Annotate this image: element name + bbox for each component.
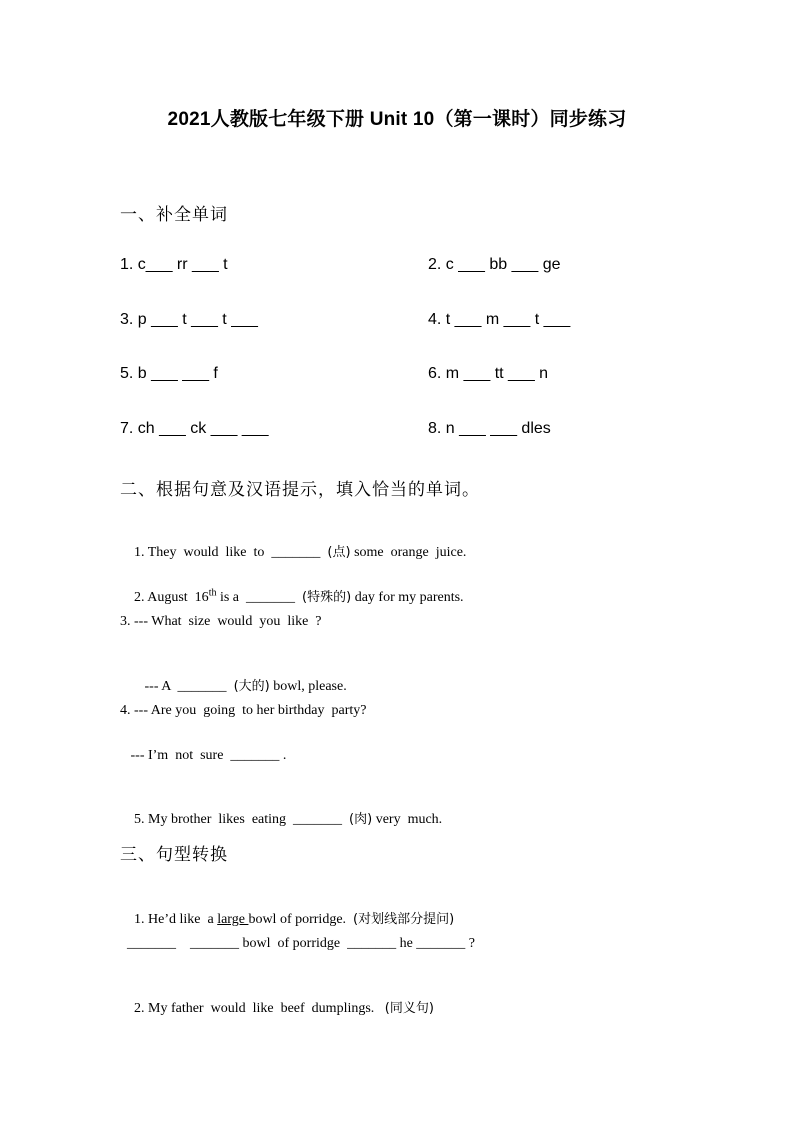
exercise-text: bowl of porridge. [248, 912, 354, 927]
chinese-hint: (点) [327, 545, 351, 560]
exercise-2-4-question: 4. --- Are you going to her birthday party? [120, 703, 367, 718]
section-2-heading: 二、根据句意及汉语提示，填入恰当的单词。 [120, 480, 480, 500]
exercise-text: is a _______ [216, 590, 303, 605]
chinese-hint: (特殊的) [302, 590, 352, 605]
exercise-2-3-question: 3. --- What size would you like ? [120, 614, 322, 629]
exercise-text: day for my parents. [351, 590, 464, 605]
exercise-2-5 [120, 792, 442, 844]
word-item-3: 3. p ___ t ___ t ___ [120, 311, 258, 328]
document-title: 2021人教版七年级下册 Unit 10（第一课时）同步练习 [167, 109, 627, 130]
exercise-3-1-answer-line: _______ _______ bowl of porridge _______ he _______ ? [120, 936, 476, 951]
exercise-text: 5. My brother likes eating _______ [134, 812, 350, 827]
word-item-6: 6. m ___ tt ___ n [428, 365, 549, 382]
word-item-2: 2. c ___ bb ___ ge [428, 256, 561, 273]
chinese-hint: (肉) [349, 812, 373, 827]
chinese-hint: (对划线部分提问) [353, 912, 455, 927]
exercise-text: some orange juice. [350, 545, 467, 560]
exercise-text: 2. My father would like beef dumplings. [134, 1001, 385, 1016]
exercise-text: 1. They would like to _______ [134, 545, 328, 560]
chinese-hint: (同义句) [384, 1001, 434, 1016]
word-item-8: 8. n ___ ___ dles [428, 420, 551, 437]
exercise-3-2 [120, 981, 434, 1033]
exercise-text: bowl, please. [269, 679, 347, 694]
chinese-hint: (大的) [233, 679, 270, 694]
section-3-heading: 三、句型转换 [120, 845, 228, 865]
section-1-heading: 一、补全单词 [120, 205, 228, 225]
word-item-5: 5. b ___ ___ f [120, 365, 218, 382]
word-item-7: 7. ch ___ ck ___ ___ [120, 420, 269, 437]
word-item-4: 4. t ___ m ___ t ___ [428, 311, 571, 328]
exercise-text: --- A _______ [134, 679, 234, 694]
superscript: th [208, 587, 217, 599]
underlined-word: large [217, 912, 249, 927]
exercise-text: 2. August 16 [134, 590, 209, 605]
exercise-2-4-answer: --- I’m not sure _______ . [120, 748, 287, 763]
exercise-text: very much. [372, 812, 443, 827]
word-item-1: 1. c___ rr ___ t [120, 256, 228, 273]
exercise-text: 1. He’d like a [134, 912, 218, 927]
